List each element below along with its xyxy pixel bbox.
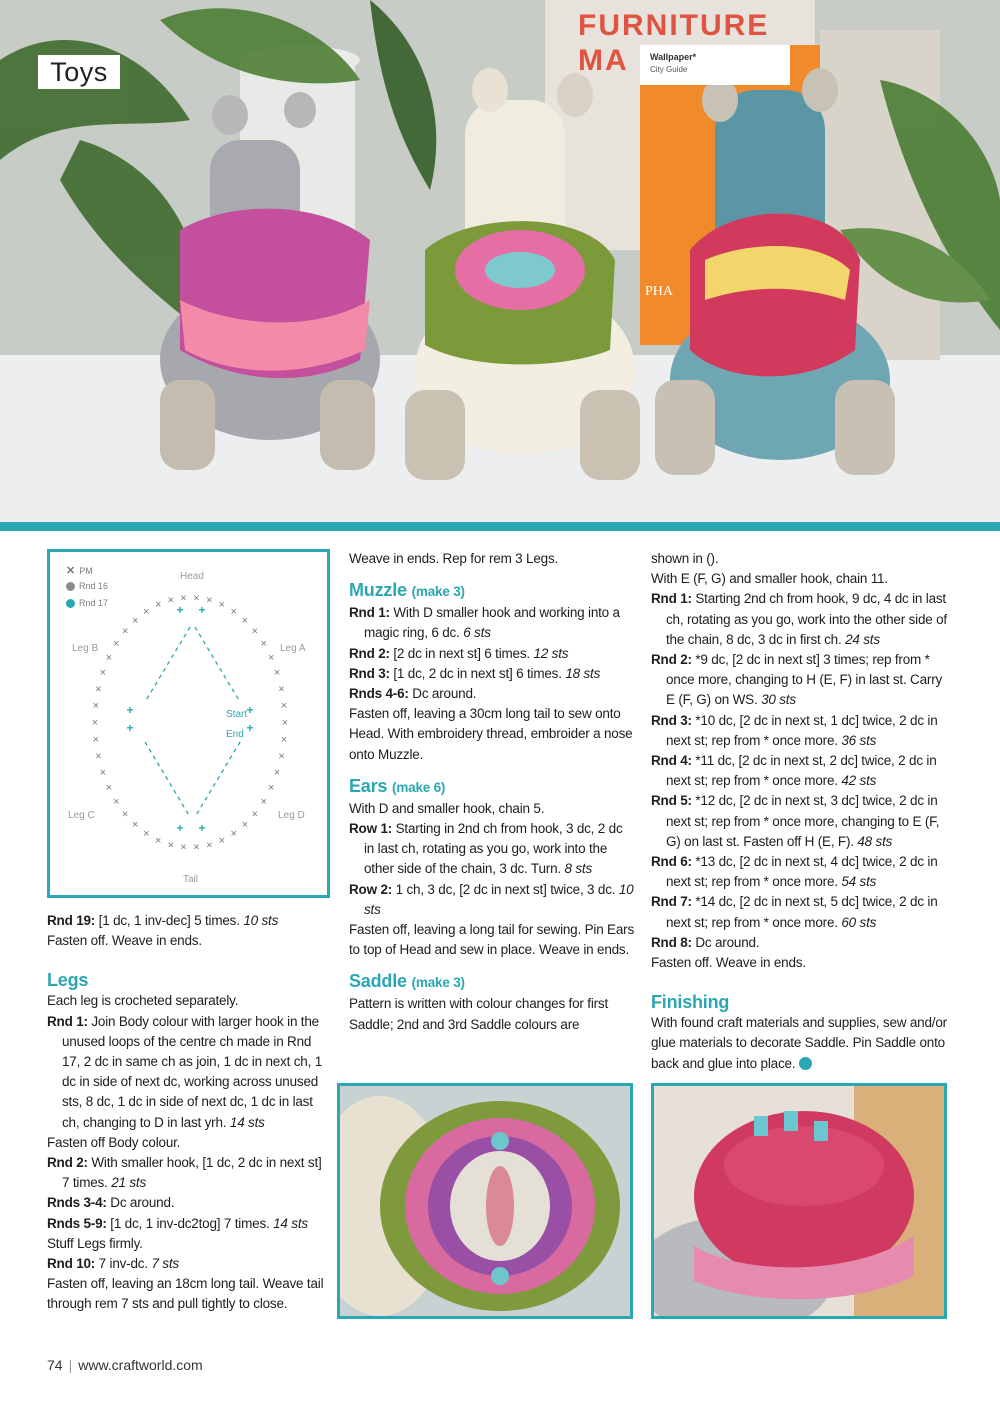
fasten-tail: Fasten off, leaving an 18cm long tail. Weave tail through rem 7 sts and pull tightly to close.	[47, 1276, 324, 1312]
stitch-x-mark: ×	[267, 652, 275, 665]
stitch-x-mark: ×	[278, 683, 285, 696]
weave-legs: Weave in ends. Rep for rem 3 Legs.	[349, 551, 559, 566]
column-1	[47, 911, 330, 1315]
stitch-x-mark: ×	[99, 766, 107, 779]
muzzle-fasten: Fasten off, leaving a 30cm long tail to sew onto Head. With embroidery thread, embroider a nose onto Muzzle.	[349, 706, 633, 762]
legend-pm: ✕ PM	[66, 565, 93, 577]
legs-rnds34: Rnds 3-4: Dc around.	[47, 1195, 175, 1211]
stitch-x-mark: ×	[251, 808, 259, 821]
stitch-chart	[47, 549, 330, 898]
stitch-x-mark: ×	[167, 594, 174, 607]
stitch-x-mark: ×	[92, 700, 100, 712]
stitch-x-mark: ×	[91, 717, 99, 729]
stitch-teal-mark: +	[246, 721, 254, 735]
saddle-rnd1: Rnd 1: Starting 2nd ch from hook, 9 dc, 4 dc in last ch, rotating as you go, work into the other side of the chain, 8 dc, 3 dc in first ch. 24 sts	[651, 591, 947, 647]
legs-heading: Legs	[47, 970, 89, 991]
ears-row2: Row 2: 1 ch, 3 dc, [2 dc in next st] twice, 3 dc. 10 sts	[349, 881, 634, 917]
chart-diagram	[50, 552, 327, 895]
legend-rnd16: Rnd 16	[66, 581, 108, 591]
stitch-x-mark: ×	[260, 795, 267, 808]
label-end: End	[226, 729, 244, 740]
footer: 74 | www.craftworld.com	[47, 1357, 203, 1373]
ears-fasten: Fasten off, leaving a long tail for sewing. Pin Ears to top of Head and sew in place. Weave in ends.	[349, 922, 635, 958]
stitch-x-mark: ×	[121, 808, 129, 821]
saddle-rnd7: Rnd 7: *14 dc, [2 dc in next st, 5 dc] twice, 2 dc in next st; rep from * once more. 60 sts	[651, 894, 938, 930]
stitch-x-mark: ×	[230, 606, 237, 618]
stitch-x-mark: ×	[121, 625, 129, 638]
fasten-body: Fasten off Body colour.	[47, 1134, 181, 1150]
legs-rnd10: Rnd 10: 7 inv-dc. 7 sts	[47, 1256, 179, 1272]
stitch-x-mark: ×	[281, 717, 289, 729]
fasten-off: Fasten off. Weave in ends.	[47, 933, 202, 949]
saddle-rnd8: Rnd 8: Dc around.	[651, 934, 760, 950]
stitch-x-mark: ×	[95, 750, 102, 763]
label-leg-c: Leg C	[68, 810, 95, 821]
stitch-x-mark: ×	[193, 592, 200, 605]
stitch-x-mark: ×	[206, 594, 213, 607]
stitch-x-mark: ×	[95, 683, 102, 696]
stitch-x-mark: ×	[241, 819, 249, 832]
legs-rnds59: Rnds 5-9: [1 dc, 1 inv-dc2tog] 7 times. 14 sts	[47, 1215, 308, 1231]
legend-rnd17: Rnd 17	[66, 598, 108, 608]
saddle-rnd6: Rnd 6: *13 dc, [2 dc in next st, 4 dc] twice, 2 dc in next st; rep from * once more. 54 sts	[651, 854, 938, 890]
stitch-x-mark: ×	[113, 638, 120, 651]
saddle-rnd4: Rnd 4: *11 dc, [2 dc in next st, 2 dc] twice, 2 dc in next st; rep from * once more. 42 sts	[651, 753, 937, 789]
stitch-teal-mark: +	[198, 603, 206, 617]
rnd19: Rnd 19: [1 dc, 1 inv-dec] 5 times. 10 sts	[47, 913, 279, 928]
stitch-x-mark: ×	[131, 819, 139, 832]
saddle-heading: Saddle (make 3)	[349, 971, 465, 992]
x-marker-icon: ✕	[66, 565, 76, 577]
end-mark-icon	[799, 1057, 812, 1070]
finishing-text: With found craft materials and supplies, sew and/or glue materials to decorate Saddle. Pin Saddle onto back and glue into place.	[651, 1015, 947, 1071]
stitch-teal-mark: +	[176, 603, 184, 617]
stitch-teal-mark: +	[126, 721, 134, 735]
stitch-x-mark: ×	[193, 841, 200, 854]
book-sub2: City Guide	[650, 65, 688, 74]
stitch-x-mark: ×	[230, 828, 237, 840]
book-title-line2: MA	[578, 44, 629, 77]
saddle-rnd2: Rnd 2: *9 dc, [2 dc in next st] 3 times; rep from * once more, changing to H (E, F) in last st. Carry E (F, G) on WS. 30 sts	[651, 652, 943, 708]
stitch-x-mark: ×	[280, 700, 288, 712]
muzzle-rnd2: Rnd 2: [2 dc in next st] 6 times. 12 sts	[349, 645, 569, 661]
stitch-x-mark: ×	[267, 781, 275, 794]
label-leg-a: Leg A	[280, 643, 306, 654]
stitch-x-mark: ×	[92, 734, 100, 746]
stitch-x-mark: ×	[180, 841, 187, 854]
legs-intro: Each leg is crocheted separately.	[47, 993, 239, 1009]
stitch-x-mark: ×	[218, 599, 226, 612]
stitch-x-mark: ×	[113, 795, 120, 808]
stuff-legs: Stuff Legs firmly.	[47, 1235, 143, 1251]
stitch-x-mark: ×	[167, 839, 174, 852]
label-leg-b: Leg B	[72, 643, 99, 654]
stitch-x-mark: ×	[105, 652, 113, 665]
stitch-x-mark: ×	[251, 625, 259, 638]
label-tail: Tail	[183, 874, 199, 885]
stitch-x-mark: ×	[131, 614, 139, 627]
ears-heading: Ears (make 6)	[349, 775, 446, 796]
divider-rule	[0, 522, 1000, 531]
saddle-chain: With E (F, G) and smaller hook, chain 11.	[651, 571, 888, 587]
saddle-closeup-photo-2	[651, 1083, 947, 1319]
saddle-closeup-photo-1	[337, 1083, 633, 1319]
column-3	[651, 549, 951, 1074]
stitch-x-mark: ×	[154, 834, 162, 847]
label-leg-d: Leg D	[278, 810, 305, 821]
finishing-heading: Finishing	[651, 992, 730, 1013]
label-head: Head	[180, 571, 204, 582]
label-start: Start	[226, 709, 248, 720]
stitch-x-mark: ×	[143, 828, 150, 840]
muzzle-heading: Muzzle (make 3)	[349, 580, 465, 601]
muzzle-rnds46: Rnds 4-6: Dc around.	[349, 686, 477, 702]
saddle-intro: Pattern is written with colour changes for first Saddle; 2nd and 3rd Saddle colours are	[349, 996, 609, 1032]
stitch-x-mark: ×	[154, 599, 162, 612]
saddle-rnd3: Rnd 3: *10 dc, [2 dc in next st, 1 dc] twice, 2 dc in next st; rep from * once more. 36 sts	[651, 712, 938, 748]
shown-in: shown in ().	[651, 551, 719, 566]
footer-url[interactable]: www.craftworld.com	[78, 1357, 203, 1373]
stitch-teal-mark: +	[126, 703, 134, 717]
book-title-line1: FURNITURE	[578, 9, 770, 42]
legs-rnd2: Rnd 2: With smaller hook, [1 dc, 2 dc in next st] 7 times. 21 sts	[47, 1155, 322, 1191]
muzzle-rnd1: Rnd 1: With D smaller hook and working into a magic ring, 6 dc. 6 sts	[349, 605, 620, 641]
hero-photo	[0, 0, 1000, 522]
section-tag: Toys	[38, 55, 120, 89]
stitch-teal-mark: +	[246, 703, 254, 717]
stitch-x-mark: ×	[273, 766, 281, 779]
stitch-x-mark: ×	[143, 606, 150, 618]
muzzle-rnd3: Rnd 3: [1 dc, 2 dc in next st] 6 times. 18 sts	[349, 665, 601, 681]
column-2	[349, 549, 634, 1035]
stitch-x-mark: ×	[241, 614, 249, 627]
book-spine: PHA	[645, 284, 674, 299]
book-sub1: Wallpaper*	[650, 52, 697, 62]
saddle-fasten: Fasten off. Weave in ends.	[651, 955, 806, 971]
hero-photo-llamas	[0, 0, 1000, 522]
page-number: 74	[47, 1357, 63, 1373]
stitch-x-mark: ×	[260, 638, 267, 651]
ears-intro: With D and smaller hook, chain 5.	[349, 800, 545, 816]
saddle-rnd5: Rnd 5: *12 dc, [2 dc in next st, 3 dc] twice, 2 dc in next st; rep from * once more, changing to E (F, G) on last st. Fasten off H (E, F). 48 sts	[651, 793, 940, 849]
stitch-x-mark: ×	[105, 781, 113, 794]
stitch-teal-mark: +	[198, 821, 206, 835]
legs-rnd1: Rnd 1: Join Body colour with larger hook in the unused loops of the centre ch made in Rnd 17, 2 dc in same ch as join, 1 dc in next ch, 1 dc in side of next dc, working across unused sts, 8 dc, 1 dc in side of next dc, 1 dc in last ch, changing to D in last yrh. 14 sts	[47, 1013, 323, 1130]
stitch-x-mark: ×	[206, 839, 213, 852]
ears-row1: Row 1: Starting in 2nd ch from hook, 3 dc, 2 dc in last ch, rotating as you go, work into the other side of the chain, 3 dc. Turn. 8 sts	[349, 821, 623, 877]
stitch-x-mark: ×	[280, 734, 288, 746]
stitch-teal-mark: +	[176, 821, 184, 835]
stitch-x-mark: ×	[278, 750, 285, 763]
stitch-x-mark: ×	[99, 667, 107, 680]
stitch-x-mark: ×	[180, 592, 187, 605]
stitch-x-mark: ×	[218, 834, 226, 847]
stitch-x-mark: ×	[273, 667, 281, 680]
